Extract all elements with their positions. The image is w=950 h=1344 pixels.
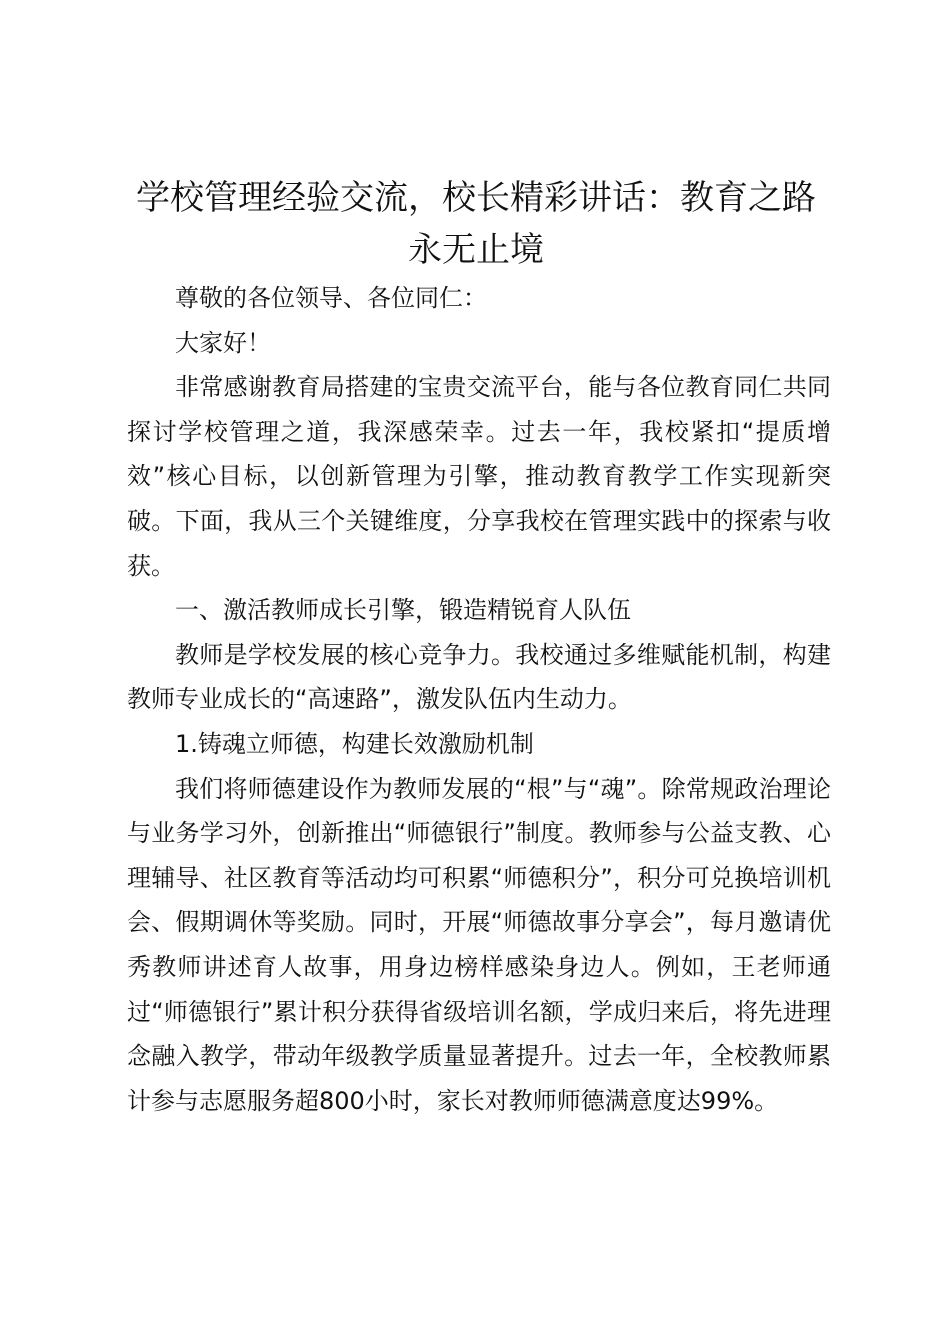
subsection-heading-1: 1.铸魂立师德，构建长效激励机制: [175, 729, 534, 758]
paragraph-intro: 非常感谢教育局搭建的宝贵交流平台，能与各位教育同仁共同探讨学校管理之道，我深感荣幸。过去一年，我校紧扣“提质增效”核心目标，以创新管理为引擎，推动教育教学工作实现新突破。下面，我从三个关键维度，分享我校在管理实践中的探索与收获。: [127, 373, 831, 580]
section-heading-1: 一、激活教师成长引擎，锻造精锐育人队伍: [175, 596, 631, 625]
document-body: [127, 276, 831, 1123]
paragraph-subsection-1: 我们将师德建设作为教师发展的“根”与“魂”。除常规政治理论与业务学习外，创新推出“师德银行”制度。教师参与公益支教、心理辅导、社区教育等活动均可积累“师德积分”，积分可兑换培训机会、假期调休等奖励。同时，开展“师德故事分享会”，每月邀请优秀教师讲述育人故事，用身边榜样感染身边人。例如，王老师通过“师德银行”累计积分获得省级培训名额，学成归来后，将先进理念融入教学，带动年级教学质量显著提升。过去一年，全校教师累计参与志愿服务超800小时，家长对教师师德满意度达99%。: [127, 774, 831, 1115]
salutation: 尊敬的各位领导、各位同仁：: [175, 284, 487, 312]
greeting: 大家好！: [175, 328, 271, 357]
paragraph-section-1: 教师是学校发展的核心竞争力。我校通过多维赋能机制，构建教师专业成长的“高速路”，激发队伍内生动力。: [127, 640, 831, 714]
document-title: 学校管理经验交流，校长精彩讲话：教育之路永无止境: [136, 178, 816, 270]
